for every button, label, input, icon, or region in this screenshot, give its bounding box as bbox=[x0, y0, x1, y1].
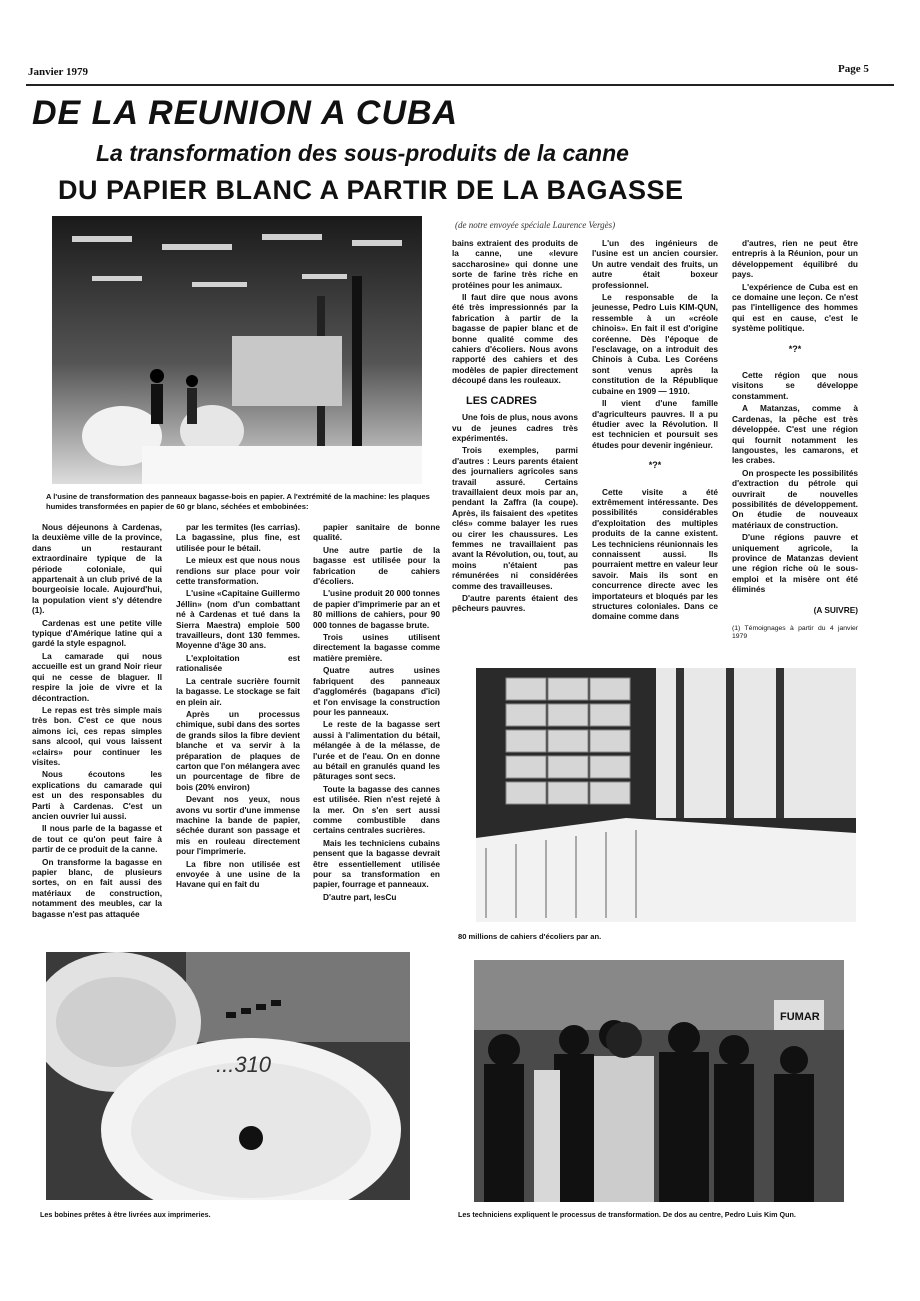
paragraph: bains extraient des produits de la canne, une «levure saccharosine» qui donne une sorte de farine très riche en protéines pour les animaux. bbox=[452, 238, 578, 290]
paragraph: L'un des ingénieurs de l'usine est un ancien coursier. Un autre vendait des fruits, un autre était boxeur professionnel. bbox=[592, 238, 718, 290]
paragraph: Il faut dire que nous avons été très impressionnés par la fabrication à partir de la bagasse de papier blanc et de bonne qualité comme des cahiers d'écoliers. Nous avons rapporté des cahiers et des modèles de papier directement découpé dans les rouleaux. bbox=[452, 292, 578, 386]
subheadline: La transformation des sous-produits de la canne bbox=[96, 140, 629, 166]
article-title: DU PAPIER BLANC A PARTIR DE LA BAGASSE bbox=[58, 175, 684, 205]
paragraph: Trois usines utilisent directement la bagasse comme matière première. bbox=[313, 632, 440, 663]
section-separator: *?* bbox=[648, 460, 662, 471]
paragraph: par les termites (les carrias). La bagassine, plus fine, est utilisée pour le bétail. bbox=[176, 522, 300, 553]
column-4 bbox=[452, 238, 578, 616]
paragraph: Le repas est très simple mais très bon. C'est ce que nous aimons ici, ces repas simples sans alcool, qui vous laissent «clairs» pour continuer les visites. bbox=[32, 704, 162, 767]
factory-photo bbox=[52, 216, 422, 484]
paragraph: La camarade qui nous accueille est un grand Noir rieur qui ne cesse de blaguer. Il respire la joie de vivre et la décontraction. bbox=[32, 650, 162, 703]
paragraph: Toute la bagasse des cannes est utilisée. Rien n'est rejeté à la mer. On s'en sert aussi comme combustible dans certains centrales sucrières. bbox=[313, 783, 440, 836]
notebooks-photo-caption: 80 millions de cahiers d'écoliers par an. bbox=[458, 932, 602, 941]
column-6 bbox=[732, 238, 858, 643]
paragraph: Nous écoutons les explications du camarade qui est un des responsables du Parti à Cardenas. C'est un ancien ouvrier lui aussi. bbox=[32, 769, 162, 821]
paragraph: Il vient d'une famille d'agriculteurs pauvres. Il a pu étudier avec la Révolution. Il est technicien et poursuit ses études pour devenir ingénieur. bbox=[592, 398, 718, 450]
section-heading-les-cadres: LES CADRES bbox=[466, 394, 537, 407]
paragraph: La fibre non utilisée est envoyée à une usine de la Havane qui en fait du bbox=[176, 858, 300, 890]
paragraph: L'usine «Capitaine Guillermo Jéllin» (nom d'un combattant né à Cardenas et tué dans la Sierra Maestra) emploie 500 travailleurs, dont 130 femmes. Moyenne d'âge 30 ans. bbox=[176, 588, 301, 651]
paragraph: D'autre part, lesCu bbox=[323, 891, 397, 902]
paragraph: La centrale sucrière fournit la bagasse. Le stockage se fait en plein air. bbox=[176, 675, 300, 707]
column-5 bbox=[592, 238, 718, 624]
sign-text: FUMAR bbox=[780, 1011, 820, 1023]
paragraph: papier sanitaire de bonne qualité. bbox=[313, 522, 440, 543]
paragraph: L'usine produit 20 000 tonnes de papier d'imprimerie par an et 80 millions de cahiers, pour 90 000 tonnes de bagasse brute. bbox=[313, 588, 440, 630]
column-1 bbox=[32, 522, 162, 921]
paragraph: Une fois de plus, nous avons vu de jeunes cadres très expérimentés. bbox=[452, 412, 578, 443]
paragraph: On transforme la bagasse en papier blanc, de plusieurs sortes, on en fait aussi des matériaux de construction, notamment des meubles, car la bagasse n'est pas attaquée bbox=[32, 856, 162, 919]
paragraph: Le mieux est que nous nous rendions sur place pour voir cette transformation. bbox=[176, 555, 300, 587]
paragraph: d'autres, rien ne peut être entrepris à la Réunion, pour un développement équilibré du pays. bbox=[732, 238, 858, 280]
paragraph: Cette visite a été extrêmement intéressante. Des possibilités considérables d'exploitation des multiples produits de la canne existent. Les techniciens réunionnais les connaissent aussi. Ils pourraient mettre en valeur leur savoir. Mais ils sont en concurrence directe avec les importateurs et bloqués par les structures coloniales. Dans ce domaine comme dans bbox=[592, 486, 718, 622]
section-separator: *?* bbox=[788, 343, 802, 354]
paragraph: Mais les techniciens cubains pensent que la bagasse devrait être essentiellement utilisée pour sa transformation en papier, fourrage et panneaux. bbox=[313, 837, 440, 890]
paragraph: Le reste de la bagasse sert aussi à l'alimentation du bétail, mélangée à de la mélasse, de l'urée et de l'eau. On en donne au bétail en granulés quand les pâturages sont secs. bbox=[313, 719, 440, 782]
paragraph: Cette région que nous visitons se développe constamment. bbox=[732, 370, 858, 401]
headline: DE LA REUNION A CUBA bbox=[32, 94, 459, 132]
issue-date: Janvier 1979 bbox=[28, 66, 88, 78]
paragraph: Le responsable de la jeunesse, Pedro Luis KIM-QUN, ressemble à un «créole chinois». En fait il est d'origine coréenne. Dès l'époque de l'esclavage, on a introduit des Chinois à Cuba. Les Coréens sont venus après la constitution de la République cubaine en 1909 — 1910. bbox=[592, 292, 718, 396]
roll-mark: ...310 bbox=[216, 1052, 272, 1077]
paragraph: On prospecte les possibilités d'extraction du pétrole qui ouvrirait de nouvelles possibilités de développement. On étudie de nouveaux matériaux de construction. bbox=[732, 467, 858, 530]
paragraph: D'une régions pauvre et uniquement agricole, la province de Matanzas devient une région riche où le sous-emploi et la misère ont été éliminés bbox=[732, 532, 858, 595]
notebooks-photo bbox=[476, 668, 856, 922]
paragraph: Cardenas est une petite ville typique d'Amérique latine qui a gardé la style espagnol. bbox=[32, 617, 162, 649]
paragraph: A Matanzas, comme à Cardenas, la pêche est très développée. C'est une région qui fournit notamment les langoustes, les camarons, et les crabes. bbox=[732, 403, 858, 466]
column-2 bbox=[176, 522, 300, 892]
paragraph: Devant nos yeux, nous avons vu sortir d'une immense machine la bande de papier, séchée durant son passage et mis en rouleau directement pour l'imprimerie. bbox=[176, 794, 300, 857]
to-be-continued: (A SUIVRE) bbox=[813, 604, 858, 615]
paragraph: L'exploitation est rationalisée bbox=[176, 652, 300, 674]
paragraph: D'autre parents étaient des pêcheurs pauvres. bbox=[452, 593, 578, 614]
rolls-photo bbox=[46, 952, 410, 1200]
paragraph: Une autre partie de la bagasse est utilisée pour la fabrication de cahiers d'écoliers. bbox=[313, 544, 440, 587]
paragraph: Il nous parle de la bagasse et de tout ce qu'on peut faire à partir de ce produit de la canne. bbox=[32, 823, 162, 855]
column-3 bbox=[313, 522, 440, 904]
rolls-photo-caption: Les bobines prêtes à être livrées aux imprimeries. bbox=[40, 1210, 211, 1219]
paragraph: L'expérience de Cuba est en ce domaine une leçon. Ce n'est pas l'intelligence des hommes qui est en cause, c'est le système politique. bbox=[732, 281, 858, 334]
paragraph: Trois exemples, parmi d'autres : Leurs parents étaient des journaliers agricoles sans travail assuré. Certains travaillaient deux mois par an, pendant la Zaffra (la coupe). Après, ils faisaient des «petites clés» comme balayer les rues ou cirer les chaussures. Les femmes ne travaillaient pas avant la Révolution, ou, tout, au moins n'étaient pas rémunérées ni considérées comme des travailleuses. bbox=[452, 445, 578, 591]
technicians-photo bbox=[474, 960, 844, 1202]
byline: (de notre envoyée spéciale Laurence Vergès) bbox=[455, 220, 616, 230]
page-number: Page 5 bbox=[838, 63, 869, 75]
factory-photo-caption: A l'usine de transformation des panneaux bagasse-bois en papier. A l'extrémité de la machine: les plaques humides transformées en papier de 60 gr blanc, séchées et embobinées: bbox=[46, 492, 430, 511]
header-rule bbox=[26, 84, 894, 86]
paragraph: Après un processus chimique, subi dans des sortes de grands silos la fibre devient blanche et va servir à la préparation de plaques de carton que l'on mélangera avec un pourcentage de fibre de bois (20% environ) bbox=[176, 708, 300, 792]
paragraph: Quatre autres usines fabriquent des panneaux d'agglomérés (bagapans d'ici) et l'on envisage la construction pour les panneaux. bbox=[313, 665, 440, 717]
footnote: (1) Témoignages à partir du 4 janvier 1979 bbox=[732, 625, 858, 640]
paragraph: Nous déjeunons à Cardenas, la deuxième ville de la province, dans un restaurant extraordinaire typique de la période coloniale, qui appartenait à un club privé de la bourgeoisie locale. Aujourd'hui, la population vient s'y détendre (1). bbox=[32, 522, 162, 616]
technicians-photo-caption: Les techniciens expliquent le processus de transformation. De dos au centre, Pedro Luis Kim Qun. bbox=[458, 1210, 796, 1219]
